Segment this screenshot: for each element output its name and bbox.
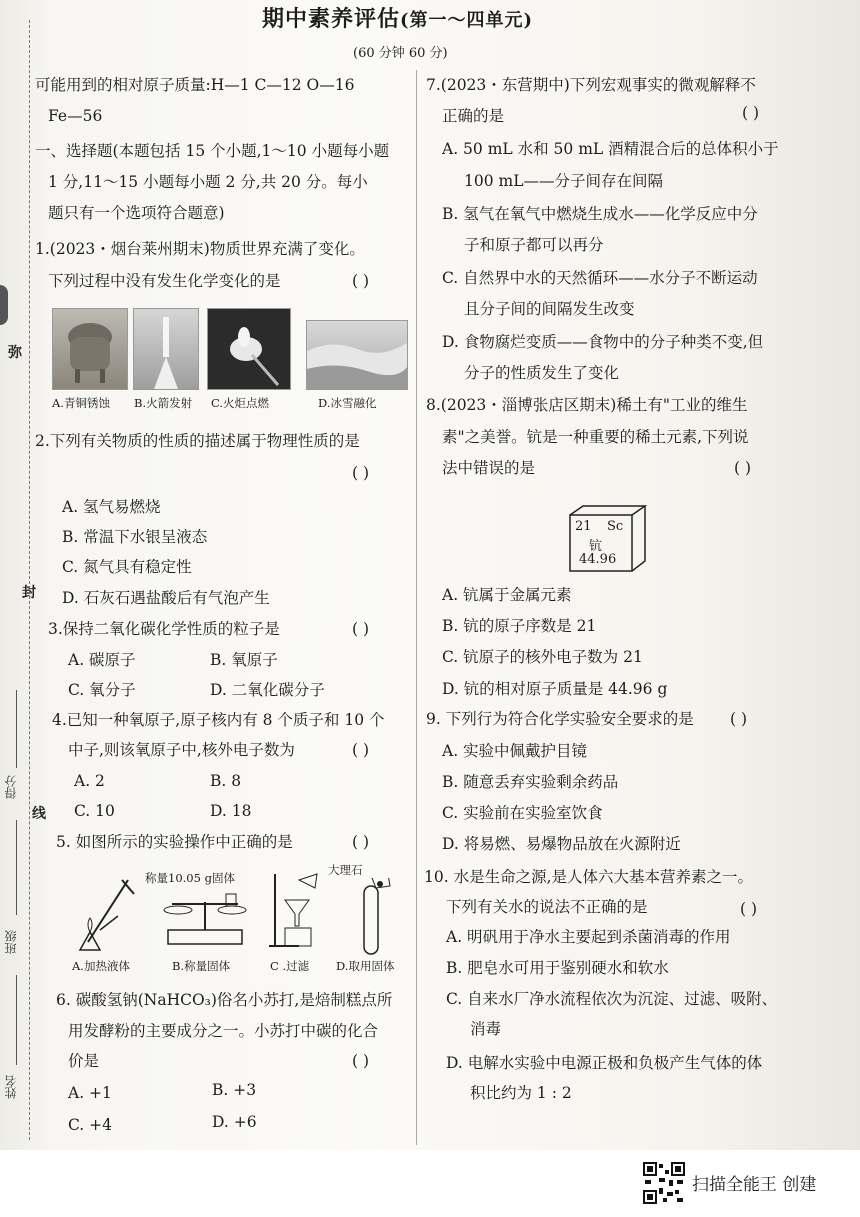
q1-stem-1: 1.(2023・烟台莱州期末)物质世界充满了变化。 (35, 240, 365, 258)
q9-option-c: C. 实验前在实验室饮食 (442, 804, 603, 822)
q2-answer-paren: ( ) (352, 464, 370, 482)
name-field-label: 姓名 (4, 1075, 18, 1099)
q7-option-c-1: C. 自然界中水的天然循环——水分子不断运动 (442, 269, 758, 287)
q3-option-b: B. 氧原子 (210, 651, 278, 669)
page-title: 期中素养评估(第一～四单元) (262, 6, 534, 32)
q8-stem-1: 8.(2023・淄博张店区期末)稀土有"工业的维生 (426, 396, 748, 414)
q5-balance-icon (160, 888, 250, 948)
q6-answer-paren: ( ) (352, 1052, 370, 1070)
element-name: 钪 (589, 539, 603, 554)
q7-option-d-2: 分子的性质发生了变化 (464, 364, 620, 382)
q7-stem-1: 7.(2023・东营期中)下列宏观事实的微观解释不 (426, 76, 756, 94)
q5-weigh-label: 称量10.05 g固体 (145, 871, 235, 885)
q8-stem-2: 素"之美誉。钪是一种重要的稀土元素,下列说 (442, 428, 749, 446)
q7-option-c-2: 且分子间的间隔发生改变 (464, 300, 635, 318)
q4-stem-2: 中子,则该氧原子中,核外电子数为 (68, 741, 295, 759)
qr-code-icon (643, 1162, 685, 1204)
score-field-line (16, 690, 17, 768)
q2-option-b: B. 常温下水银呈液态 (62, 528, 208, 546)
binding-label-xian: 线 (32, 806, 46, 822)
q4-option-d: D. 18 (210, 802, 252, 820)
q7-option-b-1: B. 氢气在氧气中燃烧生成水——化学反应中分 (442, 205, 758, 223)
score-field-label: 得分 (4, 775, 18, 799)
q6-stem-1: 6. 碳酸氢钠(NaHCO₃)俗名小苏打,是焙制糕点所 (56, 991, 393, 1009)
q8-answer-paren: ( ) (734, 459, 752, 477)
q5-solid-reagent-icon (352, 878, 402, 958)
q1-answer-paren: ( ) (352, 272, 370, 290)
bronze-vessel-icon (53, 309, 127, 389)
q2-option-a: A. 氢气易燃烧 (62, 498, 161, 516)
atomic-mass-line-1: 可能用到的相对原子质量:H—1 C—12 O—16 (35, 76, 355, 94)
q4-option-c: C. 10 (74, 802, 115, 820)
q9-option-d: D. 将易燃、易爆物品放在火源附近 (442, 835, 681, 853)
q10-option-a: A. 明矾用于净水主要起到杀菌消毒的作用 (446, 928, 731, 946)
q1-stem-2: 下列过程中没有发生化学变化的是 (48, 272, 281, 290)
q5-option-a: A.加热液体 (72, 959, 130, 973)
q10-option-d-2: 积比约为 1 : 2 (470, 1084, 572, 1102)
q5-marble-label: 大理石 (328, 863, 363, 877)
q7-option-b-2: 子和原子都可以再分 (464, 236, 604, 254)
scanner-brand-text: 扫描全能王 创建 (692, 1175, 817, 1195)
q1-option-a: A.青铜锈蚀 (52, 396, 110, 410)
q3-option-c: C. 氧分子 (68, 681, 136, 699)
q10-option-c-2: 消毒 (470, 1020, 502, 1038)
q5-stem: 5. 如图所示的实验操作中正确的是 (56, 833, 293, 851)
q4-answer-paren: ( ) (352, 741, 370, 759)
atomic-mass-line-2: Fe—56 (48, 107, 103, 125)
section-heading-2: 1 分,11～15 小题每小题 2 分,共 20 分。每小 (48, 173, 368, 191)
q6-option-c: C. +4 (68, 1116, 113, 1134)
q5-heating-liquid-icon (70, 872, 140, 952)
q1-image-snow (306, 320, 408, 390)
q3-stem: 3.保持二氧化碳化学性质的粒子是 (48, 620, 280, 638)
q8-option-d: D. 钪的相对原子质量是 44.96 g (442, 680, 668, 698)
rocket-icon (134, 309, 198, 389)
element-symbol: Sc (607, 519, 624, 534)
torch-flame-icon (208, 309, 290, 389)
q7-answer-paren: ( ) (742, 104, 760, 122)
q5-option-c: C .过滤 (270, 959, 310, 973)
q7-option-d-1: D. 食物腐烂变质——食物中的分子种类不变,但 (442, 333, 764, 351)
unit-scope: (第一～四单元) (400, 10, 534, 31)
q9-option-a: A. 实验中佩戴护目镜 (442, 742, 588, 760)
time-and-score: (60 分钟 60 分) (353, 46, 448, 61)
q4-option-b: B. 8 (210, 772, 242, 790)
q3-option-d: D. 二氧化碳分子 (210, 681, 325, 699)
q8-option-b: B. 钪的原子序数是 21 (442, 617, 597, 635)
q8-stem-3: 法中错误的是 (442, 459, 536, 477)
q6-option-a: A. +1 (68, 1084, 112, 1102)
q10-answer-paren: ( ) (740, 900, 758, 918)
q1-option-d: D.冰雪融化 (318, 396, 377, 410)
section-heading-1: 一、选择题(本题包括 15 个小题,1～10 小题每小题 (35, 142, 390, 160)
q6-option-d: D. +6 (212, 1113, 257, 1131)
q7-option-a-1: A. 50 mL 水和 50 mL 酒精混合后的总体积小于 (442, 140, 779, 158)
binding-label-mi: 弥 (8, 345, 22, 361)
q5-option-b: B.称量固体 (172, 959, 231, 973)
q1-option-b: B.火箭发射 (134, 396, 193, 410)
q1-image-rocket (133, 308, 199, 390)
q1-image-bronze (52, 308, 128, 390)
column-divider (416, 70, 417, 1145)
q2-stem-1: 2.下列有关物质的性质的描述属于物理性质的是 (35, 432, 360, 450)
element-card-scandium (569, 505, 649, 573)
q9-answer-paren: ( ) (730, 710, 748, 728)
q4-option-a: A. 2 (74, 772, 105, 790)
q4-stem-1: 4.已知一种氧原子,原子核内有 8 个质子和 10 个 (52, 711, 385, 729)
q9-option-b: B. 随意丢弃实验剩余药品 (442, 773, 619, 791)
q8-option-a: A. 钪属于金属元素 (442, 586, 572, 604)
q5-option-d: D.取用固体 (336, 959, 395, 973)
q1-option-c: C.火炬点燃 (211, 396, 270, 410)
q9-stem: 9. 下列行为符合化学实验安全要求的是 (426, 710, 694, 728)
q10-option-c-1: C. 自来水厂净水流程依次为沉淀、过滤、吸附、 (446, 990, 778, 1008)
binding-label-feng: 封 (22, 585, 36, 601)
class-field-line (16, 820, 17, 915)
q6-stem-2: 用发酵粉的主要成分之一。小苏打中碳的化合 (68, 1022, 379, 1040)
q10-stem-2: 下列有关水的说法不正确的是 (446, 898, 648, 916)
q3-option-a: A. 碳原子 (68, 651, 136, 669)
q7-stem-2: 正确的是 (442, 107, 505, 125)
q10-stem-1: 10. 水是生命之源,是人体六大基本营养素之一。 (424, 868, 754, 886)
q10-option-b: B. 肥皂水可用于鉴别硬水和软水 (446, 959, 669, 977)
q2-option-d: D. 石灰石遇盐酸后有气泡产生 (62, 589, 270, 607)
section-heading-3: 题只有一个选项符合题意) (48, 204, 225, 222)
q10-option-d-1: D. 电解水实验中电源正极和负极产生气体的体 (446, 1054, 763, 1072)
q3-answer-paren: ( ) (352, 620, 370, 638)
class-field-label: 班级 (4, 930, 18, 954)
q2-option-c: C. 氮气具有稳定性 (62, 558, 192, 576)
q6-option-b: B. +3 (212, 1081, 257, 1099)
q7-option-a-2: 100 mL——分子间存在间隔 (464, 172, 664, 190)
element-atomic-number: 21 (575, 519, 592, 534)
q5-answer-paren: ( ) (352, 833, 370, 851)
element-atomic-mass: 44.96 (579, 552, 617, 567)
q5-filtration-icon (265, 870, 325, 950)
binding-hole (0, 285, 8, 325)
binding-dashed-line (29, 20, 30, 1140)
name-field-line (16, 975, 17, 1065)
q8-option-c: C. 钪原子的核外电子数为 21 (442, 648, 643, 666)
melting-snow-icon (307, 321, 407, 389)
q1-image-torch (207, 308, 291, 390)
q6-stem-3: 价是 (68, 1052, 100, 1070)
